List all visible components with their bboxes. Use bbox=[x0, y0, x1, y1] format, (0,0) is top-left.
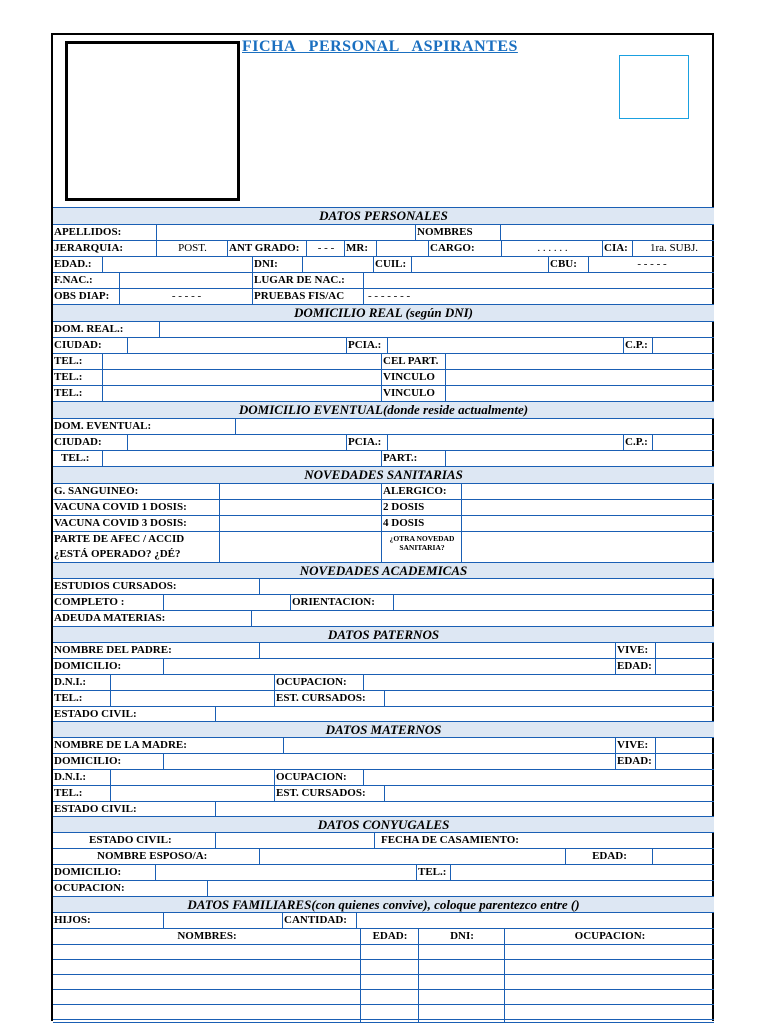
tel-field[interactable] bbox=[102, 354, 381, 369]
row-estado-civil-padre bbox=[53, 706, 714, 721]
jerarquia-value[interactable]: POST. bbox=[156, 241, 227, 256]
vinculo-label: VINCULO bbox=[381, 386, 445, 401]
pruebas-value[interactable]: - - - - - - - bbox=[363, 289, 714, 304]
covid1-label: VACUNA COVID 1 DOSIS: bbox=[54, 501, 187, 513]
ocupacion-label: OCUPACION: bbox=[274, 675, 363, 690]
dni-field[interactable] bbox=[110, 675, 274, 690]
tel-field[interactable] bbox=[110, 691, 274, 706]
row-nombre-esposo bbox=[53, 848, 714, 864]
row-tel-real-1 bbox=[53, 353, 714, 369]
row-nombre-padre bbox=[53, 642, 714, 658]
edad-label: EDAD: bbox=[615, 754, 655, 769]
cp-label: C.P.: bbox=[623, 435, 652, 450]
estado-civil-field[interactable] bbox=[215, 802, 714, 816]
section-datos-conyugales bbox=[53, 816, 714, 832]
ciudad-field[interactable] bbox=[127, 435, 346, 450]
nombre-esposo-field[interactable] bbox=[259, 849, 565, 864]
cell-dni[interactable] bbox=[418, 990, 504, 1004]
row-dni-padre bbox=[53, 674, 714, 690]
tel-field[interactable] bbox=[450, 865, 714, 880]
photo-box[interactable] bbox=[65, 41, 240, 201]
cel-part-label: CEL PART. bbox=[381, 354, 445, 369]
row-tel-padre bbox=[53, 690, 714, 706]
obs-diap-value[interactable]: - - - - - bbox=[119, 289, 252, 304]
nombre-madre-field[interactable] bbox=[283, 738, 615, 753]
nombre-padre-label: NOMBRE DEL PADRE: bbox=[54, 644, 172, 656]
alergico-label: ALERGICO: bbox=[381, 484, 461, 499]
estado-civil-field[interactable] bbox=[215, 707, 714, 721]
dom-eventual-label: DOM. EVENTUAL: bbox=[54, 420, 152, 432]
section-title: DATOS MATERNOS bbox=[325, 722, 442, 737]
mr-label: MR: bbox=[344, 241, 376, 256]
dni-label: D.N.I.: bbox=[54, 676, 87, 688]
ant-grado-value[interactable]: - - - bbox=[306, 241, 344, 256]
cell-ocupacion[interactable] bbox=[504, 975, 714, 989]
adeuda-field[interactable] bbox=[251, 611, 714, 626]
tel-label: TEL.: bbox=[416, 865, 450, 880]
cp-label: C.P.: bbox=[623, 338, 652, 353]
cantidad-label: CANTIDAD: bbox=[282, 913, 356, 928]
ocupacion-label: OCUPACION: bbox=[54, 882, 125, 894]
edad-field[interactable] bbox=[655, 659, 714, 674]
cell-dni[interactable] bbox=[418, 1005, 504, 1019]
fecha-casamiento-label: FECHA DE CASAMIENTO: bbox=[374, 833, 714, 848]
jerarquia-label: JERARQUIA: bbox=[54, 242, 124, 254]
lugar-nac-label: LUGAR DE NAC.: bbox=[252, 273, 363, 288]
domicilio-label: DOMICILIO: bbox=[54, 660, 122, 672]
dom-real-field[interactable] bbox=[159, 322, 714, 337]
ciudad-label: CIUDAD: bbox=[54, 436, 102, 448]
lugar-nac-field[interactable] bbox=[363, 273, 714, 288]
dni-field[interactable] bbox=[302, 257, 373, 272]
vive-label: VIVE: bbox=[615, 738, 655, 753]
ocupacion-field[interactable] bbox=[207, 881, 714, 896]
section-datos-paternos bbox=[53, 626, 714, 642]
section-datos-familiares bbox=[53, 896, 714, 912]
row-nombre-madre bbox=[53, 737, 714, 753]
g-sanguineo-field[interactable] bbox=[219, 484, 381, 499]
row-dom-eventual bbox=[53, 418, 714, 434]
est-cursados-field[interactable] bbox=[384, 786, 714, 801]
dni-label: D.N.I.: bbox=[54, 771, 87, 783]
cell-edad[interactable] bbox=[360, 945, 418, 959]
otra-novedad-field[interactable] bbox=[461, 532, 714, 562]
family-table-header bbox=[53, 928, 714, 944]
estado-civil-label: ESTADO CIVIL: bbox=[54, 708, 137, 720]
row-ciudad-real bbox=[53, 337, 714, 353]
table-row[interactable] bbox=[53, 959, 714, 974]
dosis4-label: 4 DOSIS bbox=[381, 516, 461, 531]
fnac-field[interactable] bbox=[119, 273, 252, 288]
apellidos-label: APELLIDOS: bbox=[54, 226, 122, 238]
cell-dni[interactable] bbox=[418, 945, 504, 959]
row-tel-real-2 bbox=[53, 369, 714, 385]
cell-nombre[interactable] bbox=[53, 1005, 360, 1019]
vinculo-field[interactable] bbox=[445, 370, 714, 385]
pruebas-label: PRUEBAS FIS/AC bbox=[252, 289, 363, 304]
dni-label: DNI: bbox=[252, 257, 302, 272]
cia-value[interactable]: 1ra. SUBJ. bbox=[632, 241, 714, 256]
cuil-field[interactable] bbox=[411, 257, 548, 272]
ocupacion-field[interactable] bbox=[363, 675, 714, 690]
pcia-label: PCIA.: bbox=[346, 338, 387, 353]
table-row[interactable] bbox=[53, 944, 714, 959]
ciudad-label: CIUDAD: bbox=[54, 339, 102, 351]
form-title: FICHA PERSONAL ASPIRANTES bbox=[242, 38, 518, 55]
section-datos-personales bbox=[53, 207, 714, 224]
cell-ocupacion[interactable] bbox=[504, 1005, 714, 1019]
row-completo bbox=[53, 594, 714, 610]
section-title: NOVEDADES ACADEMICAS bbox=[299, 563, 468, 578]
row-hijos bbox=[53, 912, 714, 928]
estudios-field[interactable] bbox=[259, 579, 714, 594]
table-row[interactable] bbox=[53, 1004, 714, 1019]
cell-dni[interactable] bbox=[418, 1020, 504, 1022]
tel-label: TEL.: bbox=[54, 371, 83, 383]
col-dni: DNI: bbox=[418, 929, 504, 944]
ocupacion-field[interactable] bbox=[363, 770, 714, 785]
operado-text: ¿ESTÁ OPERADO? ¿DÉ? bbox=[54, 548, 181, 560]
edad-field[interactable] bbox=[652, 849, 714, 864]
parte-afec-text: PARTE DE AFEC / ACCID bbox=[54, 533, 185, 545]
nombres-label: NOMBRES bbox=[415, 225, 500, 240]
est-cursados-label: EST. CURSADOS: bbox=[274, 786, 384, 801]
cell-ocupacion[interactable] bbox=[504, 945, 714, 959]
row-estado-civil-conyugal bbox=[53, 832, 714, 848]
estado-civil-field[interactable] bbox=[215, 833, 374, 848]
apellidos-field[interactable] bbox=[156, 225, 415, 240]
ant-grado-label: ANT GRADO: bbox=[227, 241, 306, 256]
section-title: DATOS CONYUGALES bbox=[317, 817, 450, 832]
cp-field[interactable] bbox=[652, 338, 714, 353]
row-tel-madre bbox=[53, 785, 714, 801]
section-title: NOVEDADES SANITARIAS bbox=[304, 467, 463, 482]
section-title: DOMICILIO EVENTUAL(donde reside actualmente) bbox=[238, 402, 529, 417]
fnac-label: F.NAC.: bbox=[54, 274, 93, 286]
ocupacion-label: OCUPACION: bbox=[274, 770, 363, 785]
vive-field[interactable] bbox=[655, 643, 714, 658]
part-label: PART.: bbox=[381, 451, 445, 466]
nombres-field[interactable] bbox=[500, 225, 714, 240]
section-novedades-academicas bbox=[53, 562, 714, 578]
cell-edad[interactable] bbox=[360, 990, 418, 1004]
parte-afec-label bbox=[53, 532, 219, 562]
estado-civil-label: ESTADO CIVIL: bbox=[54, 803, 137, 815]
parte-afec-field[interactable] bbox=[219, 532, 381, 562]
cell-nombre[interactable] bbox=[53, 1020, 360, 1022]
edad-field[interactable] bbox=[102, 257, 252, 272]
dosis2-label: 2 DOSIS bbox=[381, 500, 461, 515]
row-g-sanguineo bbox=[53, 483, 714, 499]
orientacion-field[interactable] bbox=[393, 595, 714, 610]
domicilio-label: DOMICILIO: bbox=[54, 866, 122, 878]
nombre-madre-label: NOMBRE DE LA MADRE: bbox=[54, 739, 187, 751]
cell-edad[interactable] bbox=[360, 975, 418, 989]
domicilio-field[interactable] bbox=[155, 865, 416, 880]
section-title: DATOS FAMILIARES(con quienes convive), coloque parentezco entre () bbox=[187, 897, 580, 912]
adeuda-label: ADEUDA MATERIAS: bbox=[54, 612, 166, 624]
edad-label: EDAD: bbox=[565, 849, 652, 864]
cell-edad[interactable] bbox=[360, 960, 418, 974]
row-dom-real bbox=[53, 321, 714, 337]
row-edad bbox=[53, 256, 714, 272]
dom-real-label: DOM. REAL.: bbox=[54, 323, 124, 335]
ciudad-field[interactable] bbox=[127, 338, 346, 353]
domicilio-field[interactable] bbox=[163, 659, 615, 674]
nombre-esposo-label: NOMBRE ESPOSO/A: bbox=[97, 850, 208, 862]
row-domicilio-madre bbox=[53, 753, 714, 769]
pcia-field[interactable] bbox=[387, 435, 623, 450]
vive-label: VIVE: bbox=[615, 643, 655, 658]
completo-field[interactable] bbox=[163, 595, 290, 610]
row-estado-civil-madre bbox=[53, 801, 714, 816]
cp-field[interactable] bbox=[652, 435, 714, 450]
est-cursados-label: EST. CURSADOS: bbox=[274, 691, 384, 706]
cargo-label: CARGO: bbox=[428, 241, 501, 256]
row-covid-1 bbox=[53, 499, 714, 515]
section-title: DATOS PERSONALES bbox=[319, 208, 448, 223]
stamp-box bbox=[619, 55, 689, 119]
section-datos-maternos bbox=[53, 721, 714, 737]
row-domicilio-conyugal bbox=[53, 864, 714, 880]
row-tel-real-3 bbox=[53, 385, 714, 401]
part-field[interactable] bbox=[445, 451, 714, 466]
cell-nombre[interactable] bbox=[53, 945, 360, 959]
estado-civil-label: ESTADO CIVIL: bbox=[89, 834, 172, 846]
cell-dni[interactable] bbox=[418, 975, 504, 989]
cia-label: CIA: bbox=[602, 241, 632, 256]
pcia-label: PCIA.: bbox=[346, 435, 387, 450]
row-apellidos bbox=[53, 224, 714, 240]
section-title: DOMICILIO REAL (según DNI) bbox=[293, 305, 474, 320]
row-jerarquia bbox=[53, 240, 714, 256]
cantidad-field[interactable] bbox=[356, 913, 714, 928]
row-ocupacion-conyugal bbox=[53, 880, 714, 896]
hijos-label: HIJOS: bbox=[54, 914, 91, 926]
est-cursados-field[interactable] bbox=[384, 691, 714, 706]
tel-label: TEL.: bbox=[54, 387, 83, 399]
cell-ocupacion[interactable] bbox=[504, 960, 714, 974]
covid1-field[interactable] bbox=[219, 500, 381, 515]
row-tel-eventual bbox=[53, 450, 714, 466]
mr-field[interactable] bbox=[376, 241, 428, 256]
col-nombres: NOMBRES: bbox=[177, 930, 237, 942]
cel-part-field[interactable] bbox=[445, 354, 714, 369]
tel-field[interactable] bbox=[102, 451, 381, 466]
cell-nombre[interactable] bbox=[53, 990, 360, 1004]
tel-label: TEL.: bbox=[54, 692, 83, 704]
orientacion-label: ORIENTACION: bbox=[290, 595, 393, 610]
obs-diap-label: OBS DIAP: bbox=[54, 290, 110, 302]
cell-ocupacion[interactable] bbox=[504, 1020, 714, 1022]
row-ciudad-eventual bbox=[53, 434, 714, 450]
cbu-value[interactable]: - - - - - bbox=[588, 257, 714, 272]
tel-label: TEL.: bbox=[54, 787, 83, 799]
hijos-field[interactable] bbox=[163, 913, 282, 928]
table-row[interactable] bbox=[53, 989, 714, 1004]
section-title: DATOS PATERNOS bbox=[327, 627, 440, 642]
col-edad: EDAD: bbox=[360, 929, 418, 944]
cuil-label: CUIL: bbox=[373, 257, 411, 272]
domicilio-field[interactable] bbox=[163, 754, 615, 769]
section-novedades-sanitarias bbox=[53, 466, 714, 483]
vinculo-label: VINCULO bbox=[381, 370, 445, 385]
tel-field[interactable] bbox=[110, 786, 274, 801]
covid3-field[interactable] bbox=[219, 516, 381, 531]
cell-ocupacion[interactable] bbox=[504, 990, 714, 1004]
section-domicilio-eventual bbox=[53, 401, 714, 418]
row-domicilio-padre bbox=[53, 658, 714, 674]
row-covid-3 bbox=[53, 515, 714, 531]
nombre-padre-field[interactable] bbox=[259, 643, 615, 658]
row-fnac bbox=[53, 272, 714, 288]
dosis4-field[interactable] bbox=[461, 516, 714, 531]
cell-edad[interactable] bbox=[360, 1005, 418, 1019]
completo-label: COMPLETO : bbox=[54, 596, 125, 608]
estudios-label: ESTUDIOS CURSADOS: bbox=[54, 580, 177, 592]
pcia-field[interactable] bbox=[387, 338, 623, 353]
cell-dni[interactable] bbox=[418, 960, 504, 974]
edad-label: EDAD: bbox=[615, 659, 655, 674]
row-estudios bbox=[53, 578, 714, 594]
cell-nombre[interactable] bbox=[53, 975, 360, 989]
edad-label: EDAD.: bbox=[54, 258, 92, 270]
row-adeuda bbox=[53, 610, 714, 626]
tel-field[interactable] bbox=[102, 386, 381, 401]
cell-edad[interactable] bbox=[360, 1020, 418, 1022]
personal-record-form bbox=[51, 33, 714, 1021]
edad-field[interactable] bbox=[655, 754, 714, 769]
row-obs-diap bbox=[53, 288, 714, 304]
cargo-value[interactable]: . . . . . . bbox=[501, 241, 602, 256]
covid3-label: VACUNA COVID 3 DOSIS: bbox=[54, 517, 187, 529]
table-row[interactable] bbox=[53, 1019, 714, 1023]
tel-field[interactable] bbox=[102, 370, 381, 385]
dom-eventual-field[interactable] bbox=[235, 419, 714, 434]
table-row[interactable] bbox=[53, 974, 714, 989]
row-dni-madre bbox=[53, 769, 714, 785]
cbu-label: CBU: bbox=[548, 257, 588, 272]
otra-novedad-label: ¿OTRA NOVEDAD SANITARIA? bbox=[381, 532, 461, 562]
row-parte-afec bbox=[53, 531, 714, 562]
dni-field[interactable] bbox=[110, 770, 274, 785]
alergico-field[interactable] bbox=[461, 484, 714, 499]
tel-label: TEL.: bbox=[54, 355, 83, 367]
tel-label: TEL.: bbox=[61, 452, 90, 464]
vinculo-field[interactable] bbox=[445, 386, 714, 401]
col-ocupacion: OCUPACION: bbox=[504, 929, 714, 944]
cell-nombre[interactable] bbox=[53, 960, 360, 974]
dosis2-field[interactable] bbox=[461, 500, 714, 515]
vive-field[interactable] bbox=[655, 738, 714, 753]
g-sanguineo-label: G. SANGUINEO: bbox=[54, 485, 139, 497]
domicilio-label: DOMICILIO: bbox=[54, 755, 122, 767]
section-domicilio-real bbox=[53, 304, 714, 321]
